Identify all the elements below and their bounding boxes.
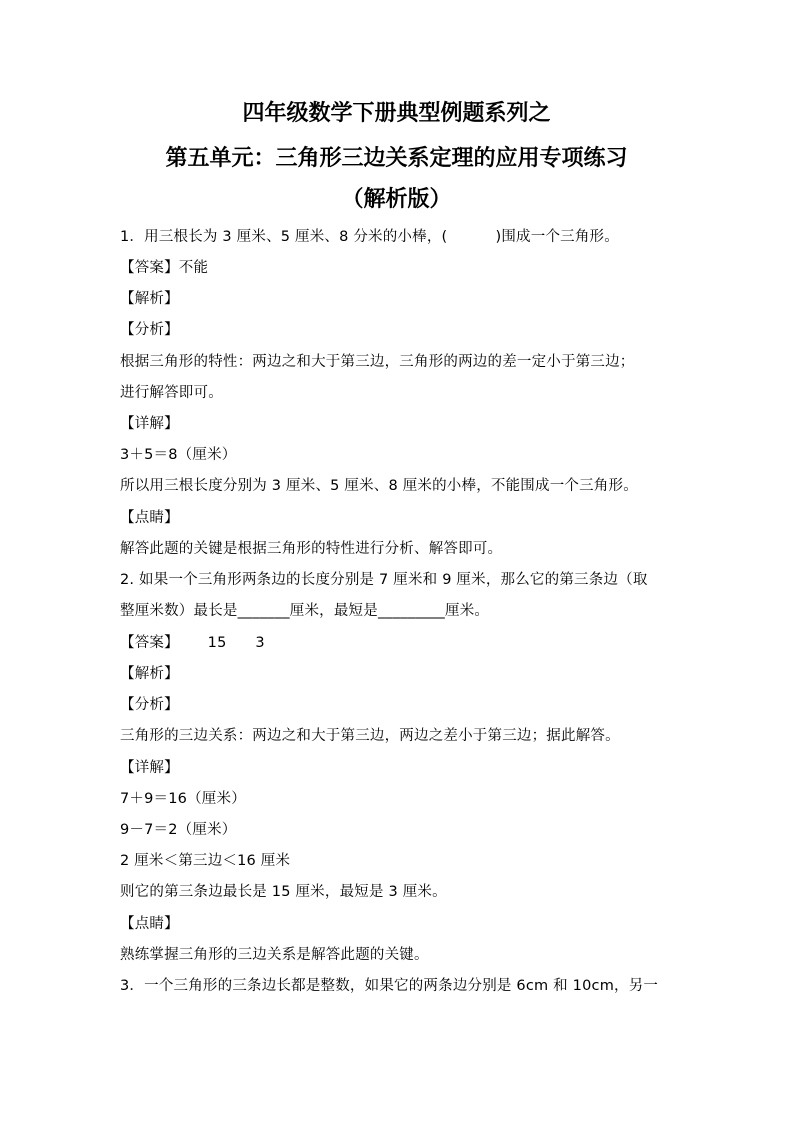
question-2-text-2: 整厘米数）最长是_______厘米，最短是_________厘米。 (120, 603, 490, 619)
q1-dianjing-heading: 【点睛】 (120, 510, 179, 526)
doc-title-unit: 第五单元：三角形三边关系定理的应用专项练习 (165, 146, 628, 171)
q2-fenxi-text: 三角形的三边关系：两边之和大于第三边，两边之差小于第三边；据此解答。 (120, 728, 620, 744)
q2-detail-range: 2 厘米＜第三边＜16 厘米 (120, 853, 291, 869)
doc-title-edition: （解析版） (341, 187, 452, 212)
q2-answer: 【答案】 15 3 (120, 635, 265, 651)
q1-answer: 【答案】不能 (120, 260, 209, 276)
q1-fenxi-text-1: 根据三角形的特性：两边之和大于第三边，三角形的两边的差一定小于第三边； (120, 354, 635, 370)
q2-detail-calc-1: 7＋9＝16（厘米） (120, 791, 246, 807)
q2-fenxi-heading: 【分析】 (120, 697, 179, 713)
q2-analysis-heading: 【解析】 (120, 666, 179, 682)
q1-fenxi-text-2: 进行解答即可。 (120, 385, 223, 401)
question-3-text-1: 3．一个三角形的三条边长都是整数，如果它的两条边分别是 6cm 和 10cm，另一 (120, 978, 659, 994)
q1-detail-conclusion: 所以用三根长度分别为 3 厘米、5 厘米、8 厘米的小棒，不能围成一个三角形。 (120, 478, 638, 494)
q1-dianjing-text: 解答此题的关键是根据三角形的特性进行分析、解答即可。 (120, 541, 503, 557)
q1-detail-heading: 【详解】 (120, 416, 179, 432)
q2-detail-conclusion: 则它的第三条边最长是 15 厘米，最短是 3 厘米。 (120, 884, 447, 900)
q2-dianjing-heading: 【点睛】 (120, 916, 179, 932)
q1-detail-calc: 3＋5＝8（厘米） (120, 447, 237, 463)
q2-detail-heading: 【详解】 (120, 760, 179, 776)
q1-fenxi-heading: 【分析】 (120, 322, 179, 338)
q1-analysis-heading: 【解析】 (120, 291, 179, 307)
question-2-text-1: 2. 如果一个三角形两条边的长度分别是 7 厘米和 9 厘米，那么它的第三条边（取 (120, 572, 648, 588)
q2-detail-calc-2: 9－7＝2（厘米） (120, 822, 237, 838)
question-1-text: 1．用三根长为 3 厘米、5 厘米、8 分米的小棒，( )围成一个三角形。 (120, 229, 619, 245)
q2-dianjing-text: 熟练掌握三角形的三边关系是解答此题的关键。 (120, 947, 429, 963)
doc-title-series: 四年级数学下册典型例题系列之 (242, 101, 551, 126)
